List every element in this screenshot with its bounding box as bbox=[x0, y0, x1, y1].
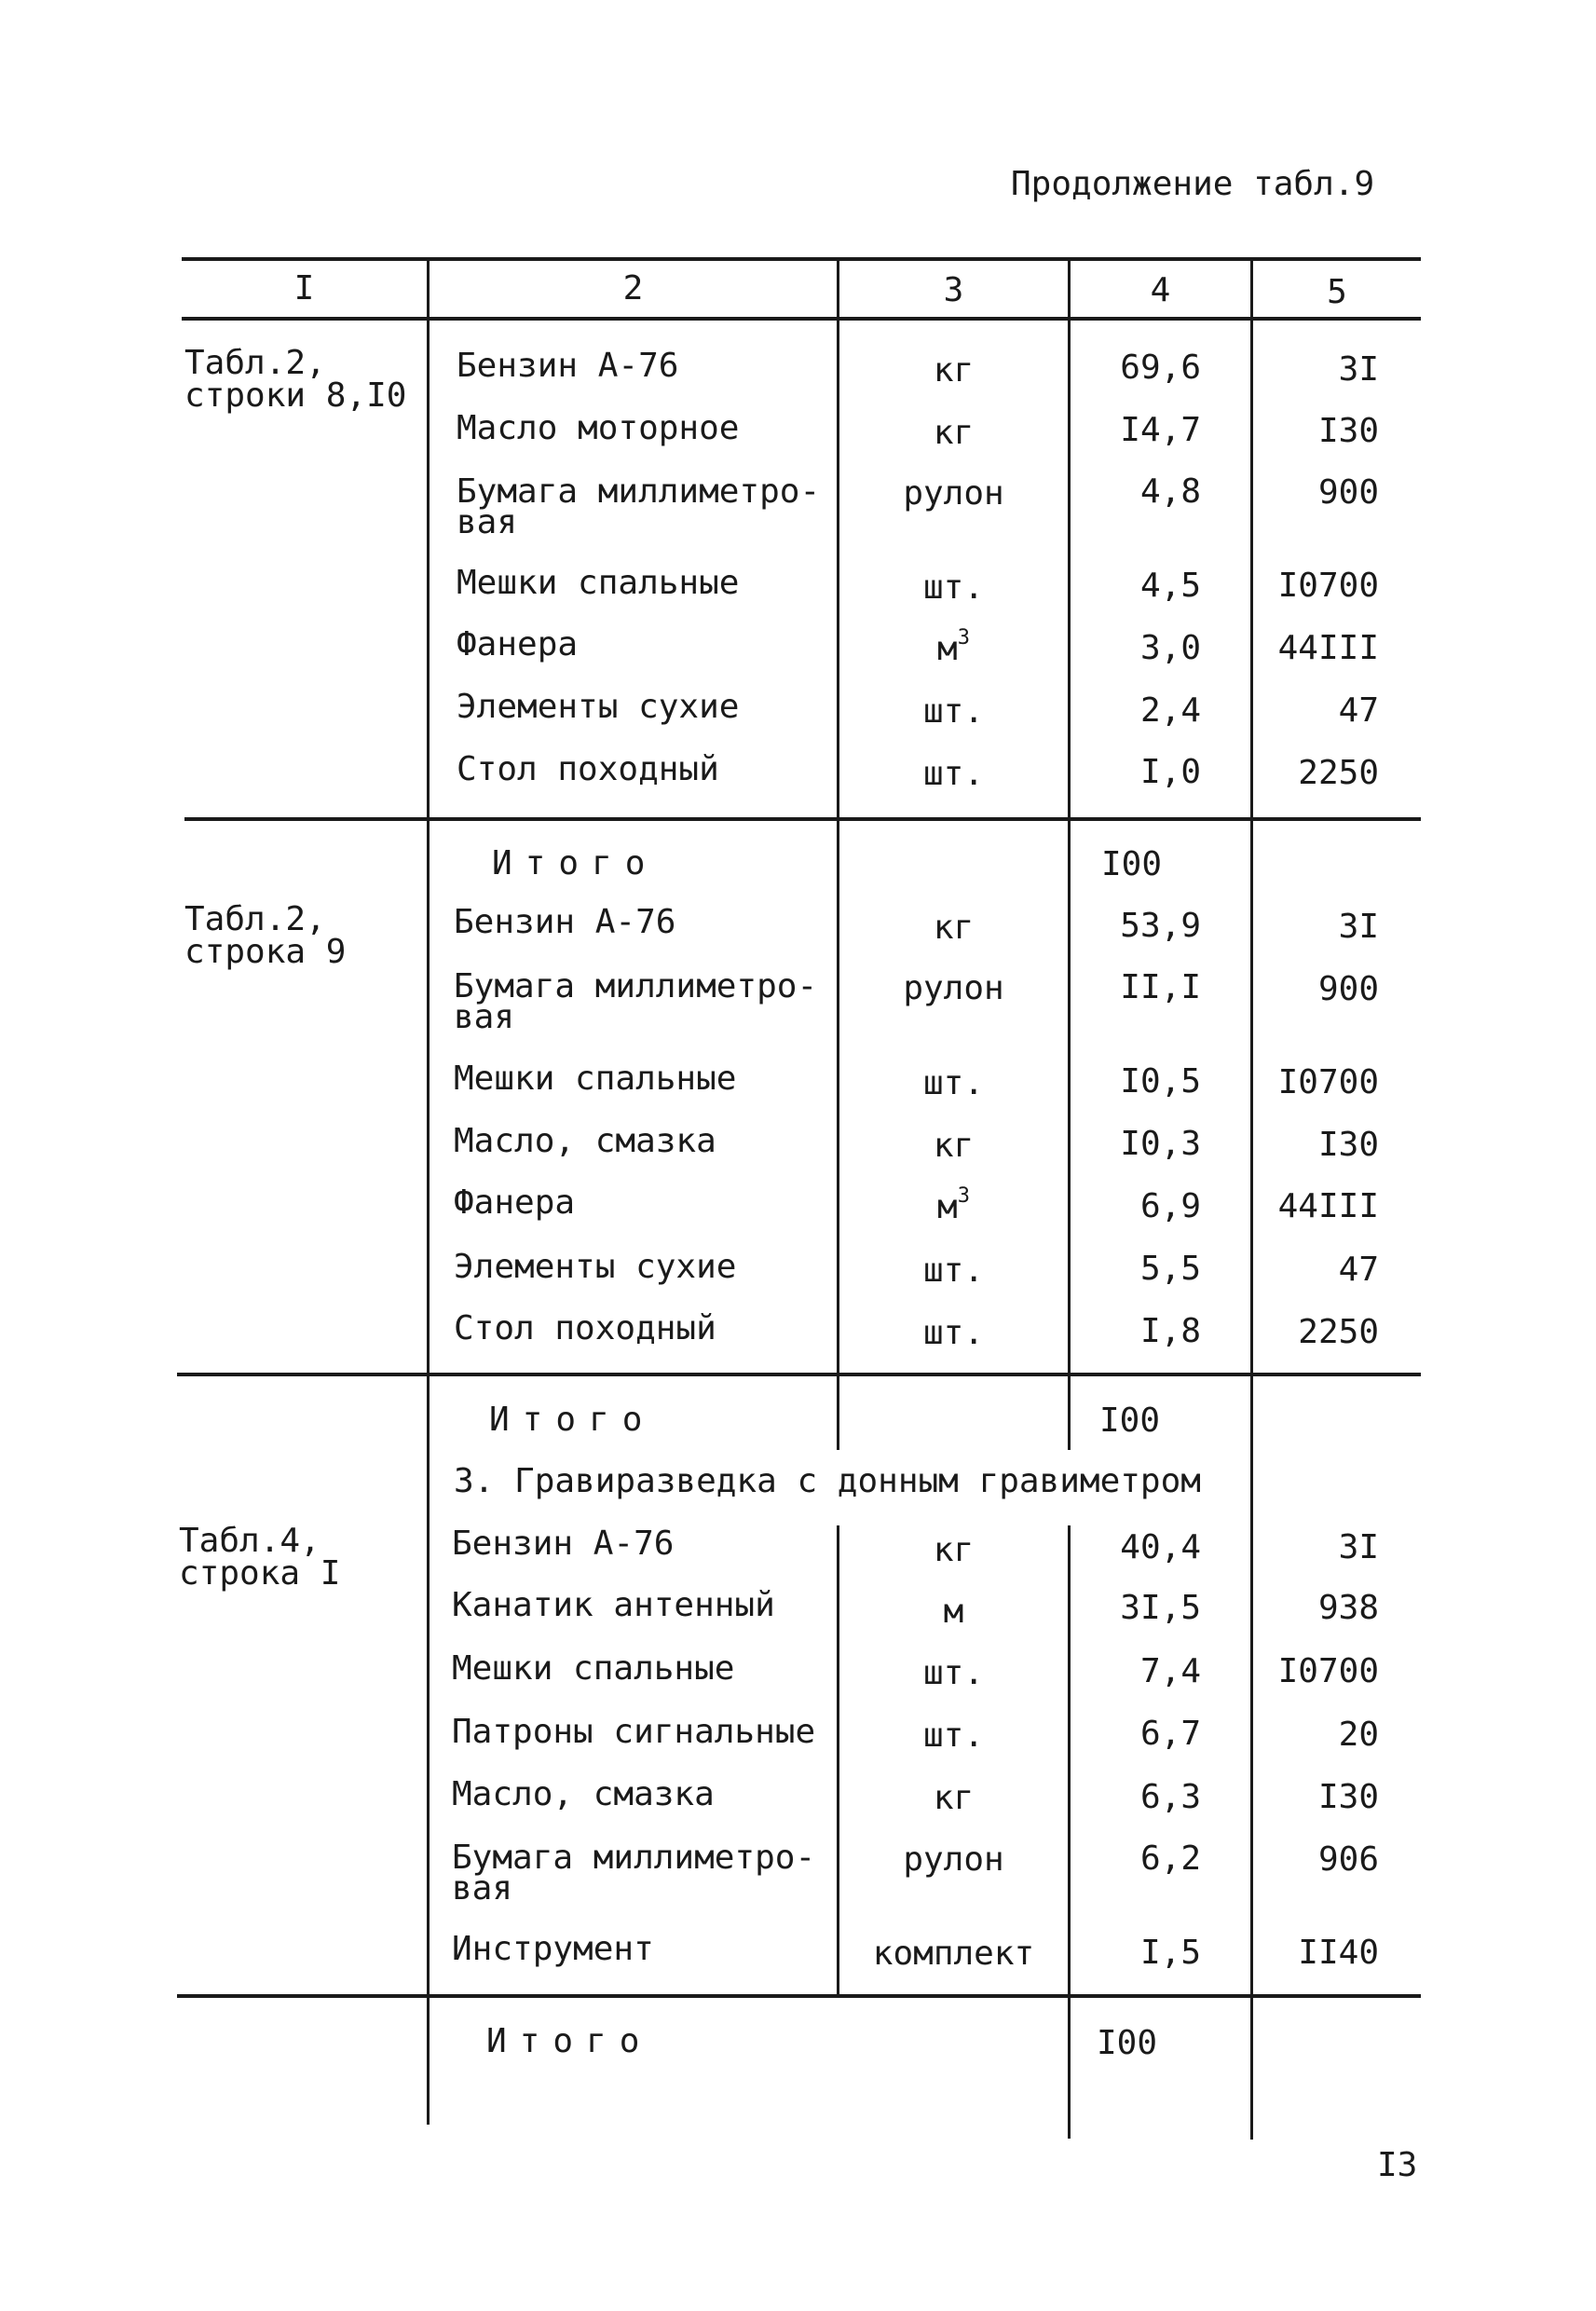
item-unit: $м^3$ bbox=[937, 1184, 970, 1226]
item-price: 44III bbox=[1277, 1187, 1379, 1225]
item-share: 2,4 bbox=[1139, 691, 1201, 730]
item-name: Элементы сухие bbox=[454, 1248, 737, 1286]
item-unit: рулон bbox=[903, 969, 1004, 1007]
item-name: Мешки спальные bbox=[457, 564, 740, 602]
item-price: I0700 bbox=[1277, 1652, 1379, 1690]
item-unit: кг bbox=[933, 1531, 975, 1569]
total-label: Итого bbox=[489, 1401, 656, 1439]
item-unit: шт. bbox=[922, 755, 985, 793]
item-share: 3I,5 bbox=[1120, 1589, 1201, 1627]
item-price: 47 bbox=[1338, 691, 1379, 730]
item-share: 3,0 bbox=[1139, 629, 1201, 667]
item-name: Масло, смазка bbox=[454, 1122, 716, 1160]
item-name: Бензин А-76 bbox=[454, 903, 676, 941]
unit-superscript: 3 bbox=[957, 1184, 970, 1208]
item-name: Инструмент bbox=[452, 1930, 654, 1968]
item-unit: шт. bbox=[922, 1251, 985, 1290]
item-price: 2250 bbox=[1298, 754, 1379, 792]
item-unit: шт. bbox=[922, 1654, 985, 1692]
item-name: Бумага миллиметро- bbox=[452, 1839, 816, 1877]
item-name: Стол походный bbox=[454, 1309, 716, 1347]
item-share: I0,3 bbox=[1120, 1125, 1201, 1163]
item-name: Стол походный bbox=[457, 750, 719, 788]
group3-ref-line1: Табл.4, bbox=[179, 1522, 321, 1560]
item-unit: кг bbox=[933, 909, 975, 947]
header-col-4: 4 bbox=[1150, 271, 1171, 309]
item-unit: $м^3$ bbox=[937, 626, 970, 668]
header-col-1: I bbox=[293, 269, 315, 308]
item-price: 47 bbox=[1338, 1251, 1379, 1289]
item-price: 938 bbox=[1317, 1589, 1379, 1627]
item-price: 906 bbox=[1317, 1840, 1379, 1879]
group2-separator bbox=[177, 1373, 1421, 1376]
group2-ref-line2: строка 9 bbox=[184, 933, 347, 971]
item-share: II,I bbox=[1120, 968, 1201, 1006]
item-price: 20 bbox=[1338, 1716, 1379, 1754]
group3-separator bbox=[177, 1994, 1421, 1998]
item-name-continuation: вая bbox=[457, 503, 518, 541]
item-unit: шт. bbox=[922, 1716, 985, 1755]
item-share: I,0 bbox=[1139, 753, 1201, 791]
item-name-continuation: вая bbox=[454, 998, 515, 1036]
header-col-5: 5 bbox=[1327, 273, 1347, 311]
item-unit: м bbox=[943, 1593, 964, 1631]
item-price: 3I bbox=[1338, 1528, 1379, 1566]
item-share: I0,5 bbox=[1120, 1062, 1201, 1101]
item-name: Фанера bbox=[457, 625, 579, 663]
unit-superscript: 3 bbox=[957, 626, 970, 650]
total-label: Итого bbox=[486, 2022, 653, 2060]
item-name: Масло, смазка bbox=[452, 1775, 715, 1813]
group1-ref-line2: строки 8,I0 bbox=[184, 376, 407, 415]
item-share: 5,5 bbox=[1139, 1250, 1201, 1288]
section-title: 3. Гравиразведка с донным гравиметром bbox=[454, 1462, 1201, 1500]
item-share: 6,7 bbox=[1139, 1715, 1201, 1753]
page-number: I3 bbox=[1377, 2146, 1418, 2184]
total-value: I00 bbox=[1101, 845, 1163, 883]
continuation-title: Продолжение табл.9 bbox=[1011, 165, 1375, 203]
item-name: Элементы сухие bbox=[457, 688, 740, 726]
item-price: I0700 bbox=[1277, 567, 1379, 605]
header-bottom-rule bbox=[182, 317, 1421, 321]
item-name: Фанера bbox=[454, 1183, 576, 1222]
item-price: I30 bbox=[1317, 412, 1379, 450]
item-name-continuation: вая bbox=[452, 1869, 513, 1908]
item-unit: шт. bbox=[922, 1314, 985, 1352]
item-price: 44III bbox=[1277, 629, 1379, 667]
item-unit: кг bbox=[933, 414, 975, 452]
item-unit: кг bbox=[933, 1127, 975, 1165]
item-name: Бензин А-76 bbox=[452, 1525, 675, 1563]
item-name: Мешки спальные bbox=[454, 1060, 737, 1098]
item-share: 53,9 bbox=[1120, 907, 1201, 945]
item-name: Бумага миллиметро- bbox=[457, 472, 821, 511]
item-unit: кг bbox=[933, 351, 975, 390]
item-share: 40,4 bbox=[1120, 1528, 1201, 1566]
item-price: 3I bbox=[1338, 908, 1379, 946]
item-unit: шт. bbox=[922, 1064, 985, 1102]
item-share: I,5 bbox=[1139, 1934, 1201, 1972]
item-price: 2250 bbox=[1298, 1313, 1379, 1351]
item-share: I4,7 bbox=[1120, 411, 1201, 449]
item-price: II40 bbox=[1298, 1934, 1379, 1972]
item-unit: шт. bbox=[922, 568, 985, 607]
group3-ref-line2: строка I bbox=[179, 1554, 341, 1593]
item-price: 900 bbox=[1317, 473, 1379, 512]
header-col-3: 3 bbox=[943, 271, 964, 309]
item-price: I30 bbox=[1317, 1778, 1379, 1816]
item-name: Канатик антенный bbox=[452, 1586, 775, 1624]
item-share: 6,3 bbox=[1139, 1778, 1201, 1816]
item-price: 3I bbox=[1338, 350, 1379, 389]
table-top-rule bbox=[182, 257, 1421, 261]
group1-ref-line1: Табл.2, bbox=[184, 344, 326, 382]
item-name: Мешки спальные bbox=[452, 1649, 735, 1688]
item-price: I30 bbox=[1317, 1126, 1379, 1164]
item-name: Масло моторное bbox=[457, 409, 740, 447]
item-share: 6,2 bbox=[1139, 1839, 1201, 1878]
header-col-2: 2 bbox=[622, 269, 644, 308]
item-unit: шт. bbox=[922, 692, 985, 731]
item-unit: комплект bbox=[872, 1935, 1035, 1973]
total-value: I00 bbox=[1097, 2024, 1158, 2062]
item-price: 900 bbox=[1317, 970, 1379, 1008]
item-share: 4,8 bbox=[1139, 472, 1201, 511]
col1-divider bbox=[427, 257, 430, 2125]
group1-separator bbox=[184, 817, 1421, 821]
item-name: Бензин А-76 bbox=[457, 347, 679, 385]
total-label: Итого bbox=[492, 844, 659, 882]
item-share: I,8 bbox=[1139, 1312, 1201, 1350]
item-share: 7,4 bbox=[1139, 1652, 1201, 1690]
item-name: Патроны сигнальные bbox=[452, 1713, 816, 1751]
item-price: I0700 bbox=[1277, 1063, 1379, 1101]
total-value: I00 bbox=[1099, 1402, 1161, 1440]
item-unit: рулон bbox=[903, 474, 1004, 513]
item-share: 6,9 bbox=[1139, 1187, 1201, 1225]
item-name: Бумага миллиметро- bbox=[454, 967, 818, 1005]
item-share: 4,5 bbox=[1139, 567, 1201, 605]
item-unit: рулон bbox=[903, 1840, 1004, 1879]
item-share: 69,6 bbox=[1120, 349, 1201, 387]
item-unit: кг bbox=[933, 1779, 975, 1817]
group2-ref-line1: Табл.2, bbox=[184, 900, 326, 938]
